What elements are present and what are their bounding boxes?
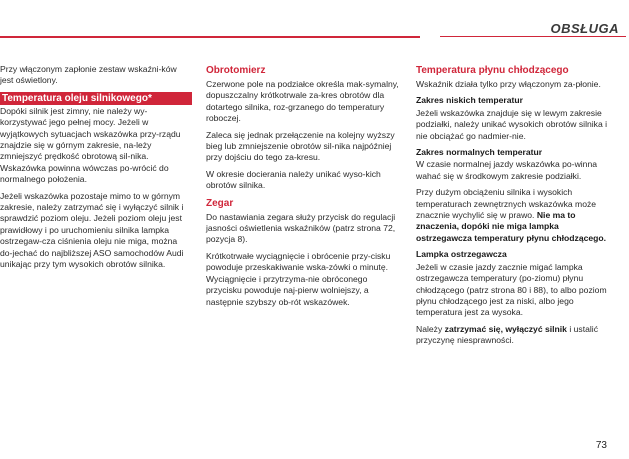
clock-heading: Zegar xyxy=(206,197,234,209)
header-rule-left xyxy=(0,36,420,38)
normal-temp-paragraph-1: W czasie normalnej jazdy wskazówka po-winna wahać się w środkowym zakresie podziałki. xyxy=(416,159,598,181)
warning-lamp-paragraph-2 xyxy=(416,324,612,347)
column-right xyxy=(416,64,612,352)
normal-temp-text: Przy dużym obciążeniu silnika i wysokich temperaturach zewnętrznych wskazówka może znacznie wychylić się w prawo. xyxy=(416,187,597,221)
warning-lamp-bold: zatrzymać się, wyłączyć silnik xyxy=(444,323,567,334)
tachometer-paragraph-3: W okresie docierania należy unikać wyso-kich obrotów silnika. xyxy=(206,168,381,191)
low-temp-heading: Zakres niskich temperatur xyxy=(416,95,523,106)
coolant-heading: Temperatura płynu chłodzącego xyxy=(416,65,569,76)
column-middle xyxy=(206,64,402,313)
oil-temperature-heading: Temperatura oleju silnikowego* xyxy=(0,92,192,105)
page-header-title: OBSŁUGA xyxy=(550,21,619,36)
intro-text: Przy włączonym zapłonie zestaw wskaźni-ków jest oświetlony. xyxy=(0,64,177,86)
tachometer-heading: Obrotomierz xyxy=(206,65,266,76)
header-rule-right xyxy=(440,36,626,37)
normal-temp-bold-note: Nie ma to znaczenia, dopóki nie miga lampka ostrzegawcza temperatury płynu chłodzącego. xyxy=(416,210,607,243)
normal-temp-heading: Zakres normalnych temperatur xyxy=(416,147,543,158)
warning-lamp-text-start: Należy xyxy=(416,323,443,334)
tachometer-paragraph-1: Czerwone pole na podziałce określa mak-symalny, dopuszczalny krótkotrwale za-kres obrotów dla dotartego silnika, roz-grzanego do temperatury roboczej. xyxy=(206,79,399,124)
oil-paragraph-2: Jeżeli wskazówka pozostaje mimo to w górnym zakresie, należy zatrzymać się i wyłączyć silnik i sprawdzić poziom oleju. Jeżeli poziom oleju jest prawidłowy i po uruchomieniu silnika lampka ostrzegaw-cza ciśnienia oleju nie miga, można do-jechać do najbliższej ASO samochodów Audi unikając przy tym wysokich obrotów silnika. xyxy=(0,190,184,270)
low-temp-paragraph: Jeżeli wskazówka znajduje się w lewym zakresie podziałki, należy unikać wysokich obrotów silnika i nie obciążać go nadmier-nie. xyxy=(416,107,608,141)
clock-paragraph-1: Do nastawiania zegara służy przycisk do regulacji jasności oświetlenia wskaźników (patrz strona 72, pozycja 8). xyxy=(206,211,396,245)
oil-paragraph-1: Dopóki silnik jest zimny, nie należy wy-korzystywać jego pełnej mocy. Jeżeli w wyjątkowych sytuacjach wskazówka przy-rządu znajdzie się w górnym zakresie, na-leży zmniejszyć prędkość obrotową sil-nika. Wskazówka powinna wówczas po-wrócić do normalnego położenia. xyxy=(0,105,181,185)
column-left xyxy=(0,64,192,276)
warning-lamp-paragraph-1: Jeżeli w czasie jazdy zacznie migać lampka ostrzegawcza temperatury (po-ziomu) płynu chłodzącego (patrz strona 80 i 88), to albo poziom płynu chłodzącego jest za niski, albo jego temperatura jest za wysoka. xyxy=(416,261,607,318)
normal-temp-paragraph-2 xyxy=(416,187,612,244)
warning-lamp-text-end: i ustalić przyczynę niesprawności. xyxy=(416,323,599,346)
coolant-paragraph-1: Wskaźnik działa tylko przy włączonym za-płonie. xyxy=(416,79,601,89)
page-number: 73 xyxy=(595,440,607,451)
clock-paragraph-2: Krótkotrwałe wyciągnięcie i obrócenie przy-cisku powoduje przeskakiwanie wska-zówki o minutę. Wyciągnięcie i przytrzyma-nie obróconego przycisku powoduje naj-pierw wolniejszy, a następnie szybszy ob-rót wskazówek. xyxy=(206,250,391,307)
tachometer-paragraph-2: Zaleca się jednak przełączenie na kolejny wyższy bieg lub zmniejszenie obrotów sil-nika najpóźniej przy dojściu do tego za-kresu. xyxy=(206,129,395,163)
warning-lamp-heading: Lampka ostrzegawcza xyxy=(416,249,507,260)
